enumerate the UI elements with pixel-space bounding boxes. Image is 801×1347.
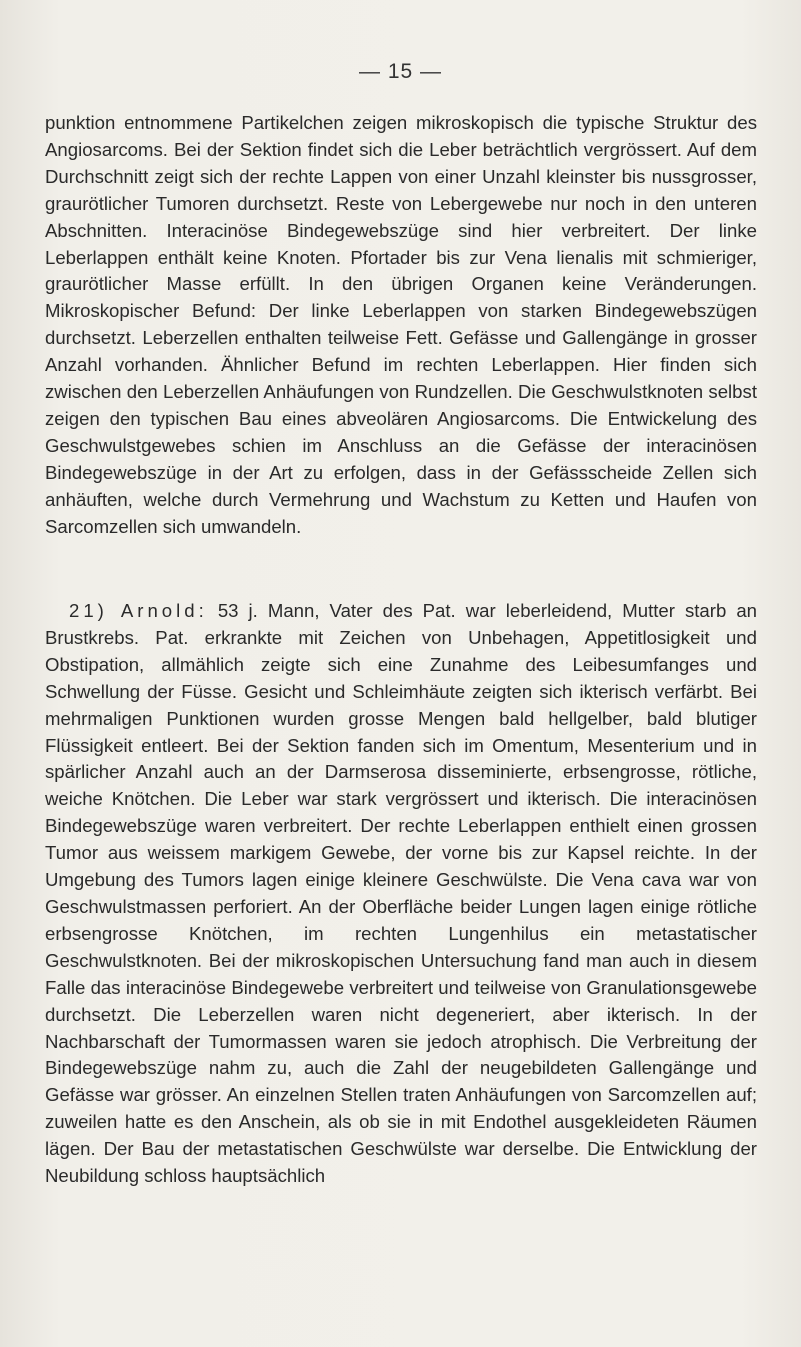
case-heading: 21) Arnold: xyxy=(69,600,208,621)
paragraph-text: punktion entnommene Partikelchen zeigen mikroskopisch die typische Struktur des Angiosarcoms. Bei der Sektion findet sich die Leber beträchtlich vergrössert. Auf dem Durchschnitt zeigt sich der rechte Lappen von einer Unzahl kleinster bis nussgrosser, graurötlicher Tumoren durchsetzt. Reste von Lebergewebe nur noch in den unteren Abschnitten. Interacinöse Bindegewebszüge sind hier verbreitert. Der linke Leberlappen enthält keine Knoten. Pfortader bis zur Vena lienalis mit schmieriger, graurötlicher Masse erfüllt. In den übrigen Organen keine Veränderungen. Mikroskopischer Befund: Der linke Leberlappen von starken Bindegewebszügen durchsetzt. Leberzellen enthalten teilweise Fett. Gefässe und Gallengänge in grosser Anzahl vorhanden. Ähnlicher Befund im rechten Leberlappen. Hier finden sich zwischen den Leberzellen Anhäufungen von Rundzellen. Die Geschwulstknoten selbst zeigen den typischen Bau eines abveolären Angiosarcoms. Die Entwickelung des Geschwulstgewebes schien im Anschluss an die Gefässe der interacinösen Bindegewebszüge in der Art zu erfolgen, dass in der Gefässscheide Zellen sich anhäuften, welche durch Vermehrung und Wachstum zu Ketten und Haufen von Sarcomzellen sich umwandeln. xyxy=(45,112,757,537)
paragraph-case-21 xyxy=(45,598,757,1190)
paragraph-continued-case xyxy=(45,110,757,541)
paragraph-text: 53 j. Mann, Vater des Pat. war leberleidend, Mutter starb an Brustkrebs. Pat. erkrankte mit Zeichen von Unbehagen, Appetitlosigkeit und Obstipation, allmählich zeigte sich eine Zunahme des Leibesumfanges und Schwellung der Füsse. Gesicht und Schleimhäute zeigten sich ikterisch verfärbt. Bei mehrmaligen Punktionen wurden grosse Mengen bald hellgelber, bald blutiger Flüssigkeit entleert. Bei der Sektion fanden sich im Omentum, Mesenterium und in spärlicher Anzahl auch an der Darmserosa disseminierte, erbsengrosse, rötliche, weiche Knötchen. Die Leber war stark vergrössert und ikterisch. Die interacinösen Bindegewebszüge waren verbreitert. Der rechte Leberlappen enthielt einen grossen Tumor aus weissem markigem Gewebe, der vorne bis zur Kapsel reichte. In der Umgebung des Tumors lagen einige kleinere Geschwülste. Die Vena cava war von Geschwulstmassen perforiert. An der Oberfläche beider Lungen lagen einige rötliche erbsengrosse Knötchen, im rechten Lungenhilus ein metastatischer Geschwulstknoten. Bei der mikroskopischen Untersuchung fand man auch in diesem Falle das interacinöse Bindegewebe verbreitert und teilweise von Granulationsgewebe durchsetzt. Die Leberzellen waren nicht degeneriert, aber ikterisch. In der Nachbarschaft der Tumormassen waren sie jedoch atrophisch. Die Verbreitung der Bindegewebszüge nahm zu, auch die Zahl der neugebildeten Gallengänge und Gefässe war grösser. An einzelnen Stellen traten Anhäufungen von Sarcomzellen auf; zuweilen hatte es den Anschein, als ob sie in mit Endothel ausgekleideten Räumen lägen. Der Bau der metastatischen Geschwülste war derselbe. Die Entwicklung der Neubildung schloss hauptsächlich xyxy=(45,600,757,1187)
page-number: — 15 — xyxy=(358,60,443,83)
